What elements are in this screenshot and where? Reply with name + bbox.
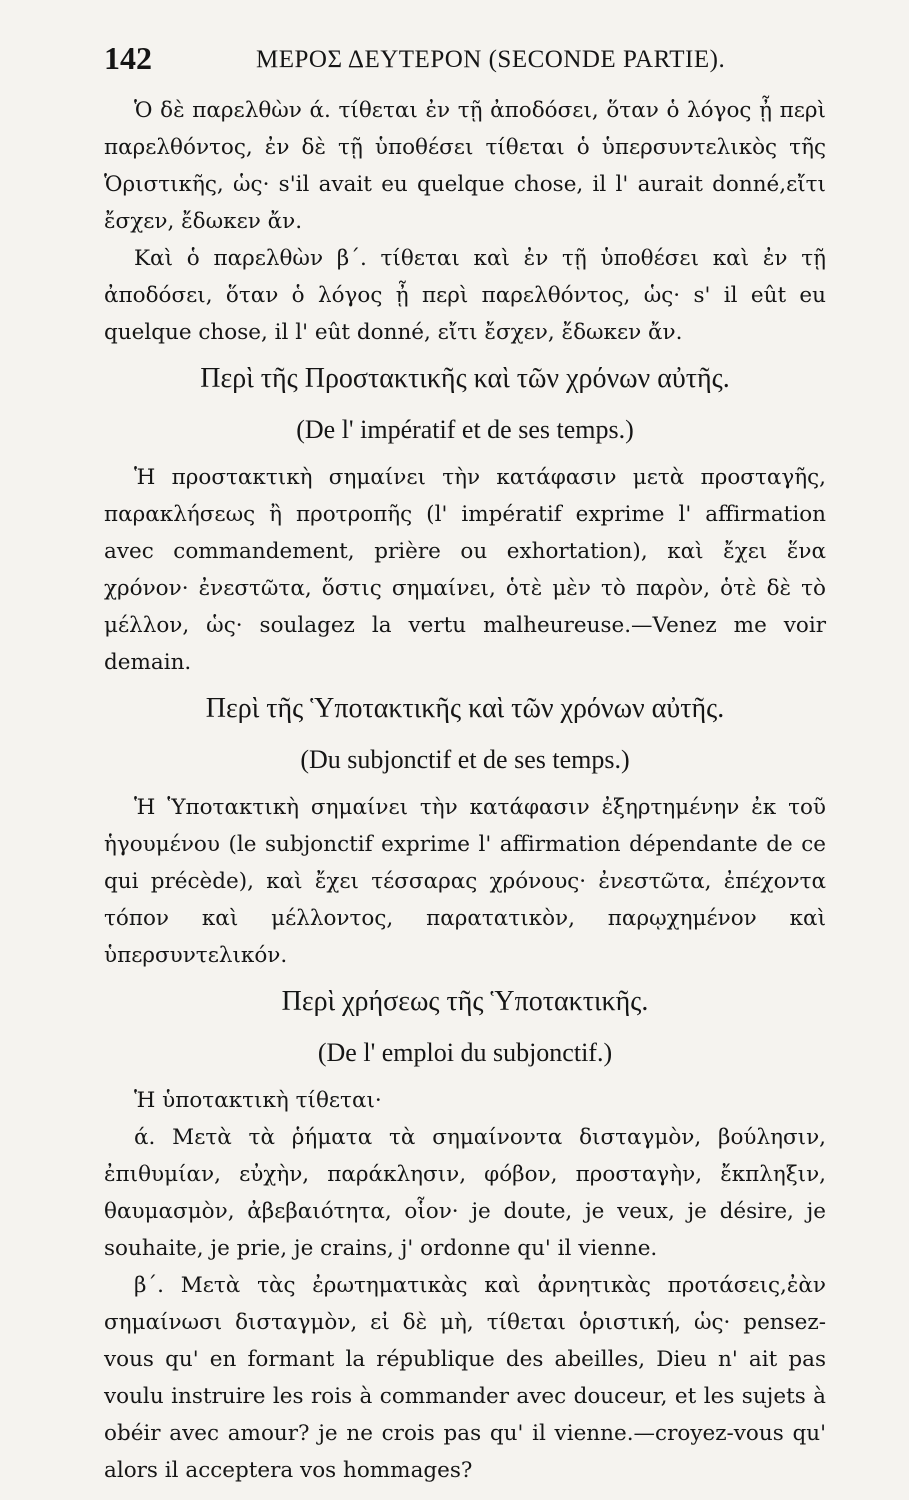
paragraph-imperative: Ἡ προστακτικὴ σημαίνει τὴν κατάφασιν μετὰ προσταγῆς, παρακλήσεως ἢ προτροπῆς (l' impératif exprime l' affirmation avec commandement, prière ou exhortation), καὶ ἔχει ἕνα χρόνον· ἐνεστῶτα, ὅστις σημαίνει, ὁτὲ μὲν τὸ παρὸν, ὁτὲ δὲ τὸ μέλλον, ὡς· soulagez la vertu malheureuse.—Venez me voir demain. [104,465,826,675]
paragraph-usage-intro: Ἡ ὑποτακτικὴ τίθεται· [134,1088,382,1113]
subheading-subjunctive-usage: (De l' emploi du subjonctif.) [317,1038,613,1067]
heading-subjunctive: Περὶ τῆς Ὑποτακτικῆς καὶ τῶν χρόνων αὐτῆς. [205,693,725,724]
page-number: 142 [104,40,152,76]
heading-subjunctive-usage: Περὶ χρήσεως τῆς Ὑποτακτικῆς. [281,986,649,1017]
running-head: ΜΕΡΟΣ ΔΕΥΤΕΡΟΝ (SECONDE PARTIE). [256,46,726,73]
heading-imperative: Περὶ τῆς Προστακτικῆς καὶ τῶν χρόνων αὐτῆς. [200,363,730,394]
subheading-subjunctive: (Du subjonctif et de ses temps.) [300,745,630,774]
main-text [104,92,826,1489]
subheading-imperative: (De l' impératif et de ses temps.) [296,415,634,444]
paragraph-usage-a: ά. Μετὰ τὰ ῥήματα τὰ σημαίνοντα δισταγμὸν, βούλησιν, ἐπιθυμίαν, εὐχὴν, παράκλησιν, φόβον, προσταγὴν, ἔκπληξιν, θαυμασμὸν, ἀβεβαιότητα, οἷον· je doute, je veux, je désire, je souhaite, je prie, je crains, j' ordonne qu' il vienne. [104,1125,826,1261]
paragraph-past-2: Καὶ ὁ παρελθὼν β΄. τίθεται καὶ ἐν τῇ ὑποθέσει καὶ ἐν τῇ ἀποδόσει, ὅταν ὁ λόγος ᾖ περὶ παρελθόντος, ὡς· s' il eût eu quelque chose, il l' eût donné, εἴτι ἔσχεν, ἔδωκεν ἄν. [104,246,826,345]
paragraph-past-1: Ὁ δὲ παρελθὼν ά. τίθεται ἐν τῇ ἀποδόσει, ὅταν ὁ λόγος ᾖ περὶ παρελθόντος, ἐν δὲ τῇ ὑποθέσει τίθεται ὁ ὑπερσυντελικὸς τῆς Ὁριστικῆς, ὡς· s'il avait eu quelque chose, il l' aurait donné,εἴτι ἔσχεν, ἔδωκεν ἄν. [104,98,826,234]
paragraph-usage-b: β΄. Μετὰ τὰς ἐρωτηματικὰς καὶ ἀρνητικὰς προτάσεις,ἐὰν σημαίνωσι δισταγμὸν, εἰ δὲ μὴ, τίθεται ὁριστική, ὡς· pensez-vous qu' en formant la république des abeilles, Dieu n' ait pas voulu instruire les rois à commander avec douceur, et les sujets à obéir avec amour? je ne crois pas qu' il vienne.—croyez-vous qu' alors il acceptera vos hommages? [104,1273,826,1483]
page-header [104,40,834,84]
paragraph-subjunctive: Ἡ Ὑποτακτικὴ σημαίνει τὴν κατάφασιν ἐξηρτημένην ἐκ τοῦ ἡγουμένου (le subjonctif exprime l' affirmation dépendante de ce qui précède), καὶ ἔχει τέσσαρας χρόνους· ἐνεστῶτα, ἐπέχοντα τόπον καὶ μέλλοντος, παρατατικὸν, παρῳχημένον καὶ ὑπερσυντελικόν. [104,795,826,968]
